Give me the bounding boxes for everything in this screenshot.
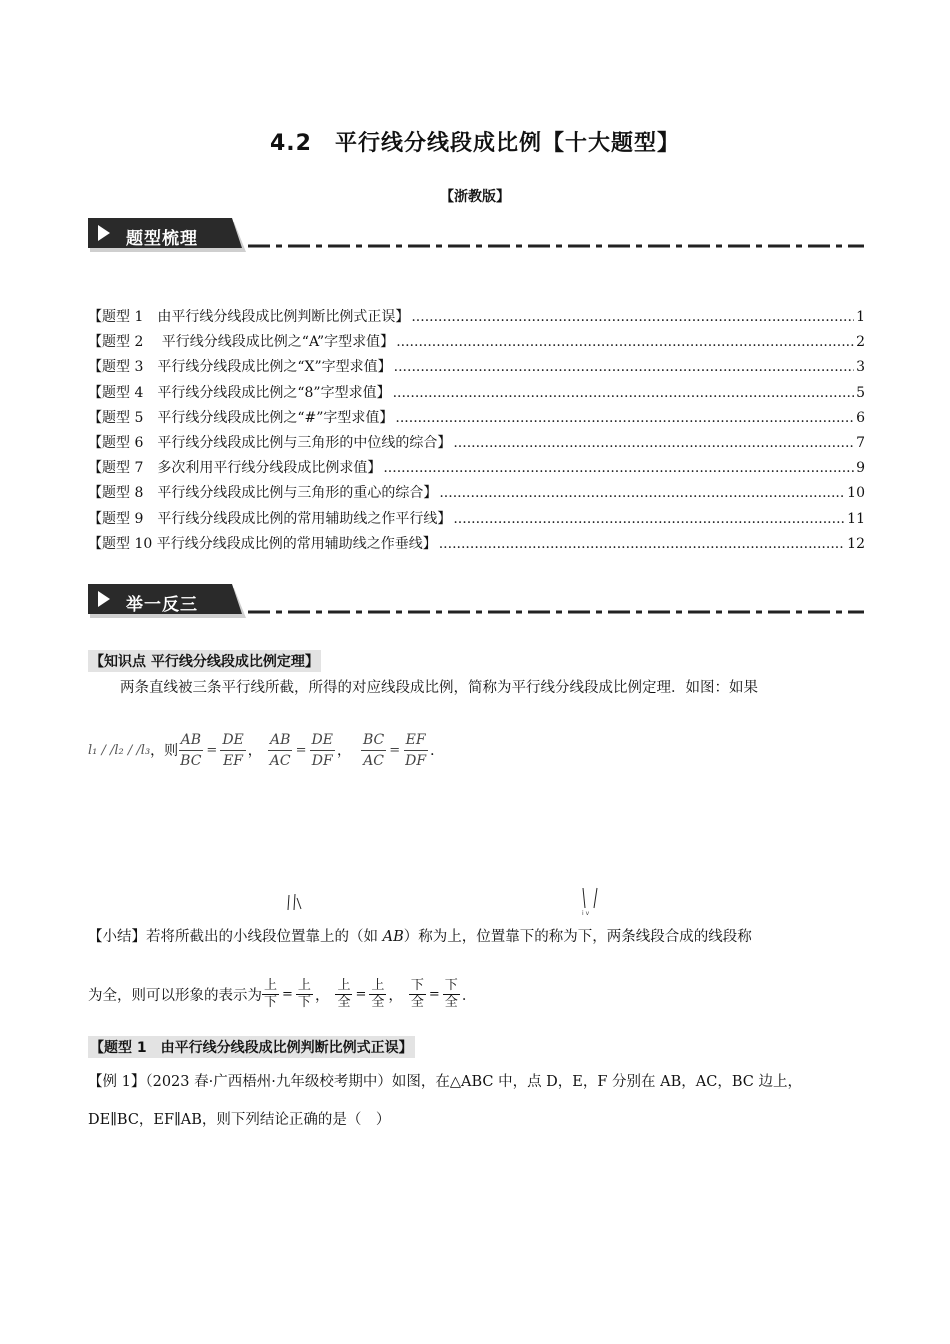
toc-entry-page: 6 [856, 409, 865, 426]
toc-entry-label: 【题型 7 多次利用平行线分线段成比例求值】 [88, 460, 382, 477]
toc-entry-page: 11 [847, 510, 865, 527]
banner-dash-line [248, 610, 864, 614]
fraction: $\frac{BC}{AC}$ [362, 731, 385, 769]
toc-entry-page: 2 [856, 334, 865, 351]
parallel-lines-label: l₁ / /l₂ / /l₃ [88, 742, 151, 758]
banner-dash-line [248, 244, 864, 248]
fraction: $\frac{AB}{AC}$ [269, 731, 291, 769]
toc-entry[interactable] [88, 407, 865, 432]
theorem-formula: l₁ / /l₂ / /l₃ ，则 $\frac{AB}{BC}$ = $\frac{DE}{EF}$ ， $\frac{AB}{AC}$ = $\frac{DE}{DF}$ ， $\frac{BC}{AC}$ = $\frac{EF}{DF}$ ． [88, 731, 445, 769]
fraction: $\frac{DE}{DF}$ [311, 731, 333, 769]
toc-entry-label: 【题型 8 平行线分线段成比例与三角形的重心的综合】 [88, 485, 438, 502]
edition-label: 【浙教版】 [440, 189, 510, 205]
toc-entry-page: 10 [847, 485, 865, 502]
fraction: $\frac{\text{下}}{\text{全}}$ [444, 977, 458, 1010]
toc-entry[interactable] [88, 432, 865, 457]
toc-entry-page: 7 [856, 434, 865, 451]
svg-text:i v: i v [582, 910, 590, 916]
toc-entry-page: 1 [856, 309, 865, 325]
toc-entry-label: 【题型 10 平行线分线段成比例的常用辅助线之作垂线】 [88, 535, 437, 552]
toc-entry[interactable] [88, 356, 865, 381]
toc-leader-dots [453, 511, 845, 527]
toc-entry[interactable] [88, 533, 865, 558]
banner-title: 举一反三 [126, 595, 198, 615]
page-title: 4.2 平行线分线段成比例【十大题型】 [270, 131, 680, 156]
toc-entry[interactable] [88, 482, 865, 507]
table-of-contents [88, 306, 865, 558]
toc-entry[interactable] [88, 508, 865, 533]
knowledge-text: 两条直线被三条平行线所截，所得的对应线段成比例，简称为平行线分线段成比例定理．如图：如果 [120, 680, 758, 696]
toc-entry-label: 【题型 6 平行线分线段成比例与三角形的中位线的综合】 [88, 434, 452, 451]
toc-entry-page: 9 [856, 460, 865, 477]
toc-leader-dots [439, 485, 845, 501]
fraction: $\frac{\text{上}}{\text{全}}$ [371, 977, 385, 1010]
toc-entry-page: 5 [856, 384, 865, 401]
toc-entry-page: 3 [856, 359, 865, 376]
knowledge-tag: 【知识点 平行线分线段成比例定理】 [88, 650, 321, 672]
figure-fragment [579, 886, 601, 916]
toc-entry-label: 【题型 5 平行线分线段成比例之“#”字型求值】 [88, 409, 394, 426]
toc-entry[interactable] [88, 457, 865, 482]
fraction: $\frac{\text{下}}{\text{全}}$ [410, 977, 424, 1010]
toc-leader-dots [411, 309, 854, 325]
banner-title: 题型梳理 [126, 229, 198, 249]
fraction: $\frac{AB}{BC}$ [180, 731, 202, 769]
fraction: $\frac{\text{上}}{\text{全}}$ [337, 977, 351, 1010]
toc-entry-label: 【题型 2 平行线分线段成比例之“A”字型求值】 [88, 334, 395, 351]
toc-entry[interactable] [88, 382, 865, 407]
toc-leader-dots [453, 435, 854, 451]
fraction: $\frac{EF}{DF}$ [405, 731, 427, 769]
figure-fragment [286, 892, 308, 914]
toc-leader-dots [439, 536, 845, 552]
toc-leader-dots [393, 385, 855, 401]
toc-entry-page: 12 [847, 535, 865, 552]
fraction: $\frac{DE}{EF}$ [222, 731, 244, 769]
then-label: ，则 [150, 743, 179, 759]
summary-line-2: 为全，则可以形象的表示为 $\frac{\text{上}}{\text{下}}$ = $\frac{\text{上}}{\text{下}}$ ， $\frac{\text{上}}{\text{全}}$ = $\frac{\text{上}}{\text{全}}$ ， $\frac{\text{下}}{\text{全}}$ = $\frac{\text{下}}{\text{全}}$ ． [88, 977, 477, 1010]
example-1-line-2: DE∥BC，EF∥AB，则下列结论正确的是（ ） [88, 1112, 391, 1128]
toc-entry[interactable] [88, 331, 865, 356]
type1-tag: 【题型 1 由平行线分线段成比例判断比例式正误】 [88, 1036, 415, 1058]
toc-entry[interactable] [88, 306, 865, 331]
toc-entry-label: 【题型 9 平行线分线段成比例的常用辅助线之作平行线】 [88, 510, 452, 527]
section-banner-practice [88, 584, 864, 620]
toc-leader-dots [394, 359, 854, 375]
fraction: $\frac{\text{上}}{\text{下}}$ [264, 977, 278, 1010]
toc-leader-dots [396, 334, 854, 350]
toc-entry-label: 【题型 4 平行线分线段成比例之“8”字型求值】 [88, 384, 391, 401]
toc-entry-label: 【题型 3 平行线分线段成比例之“X”字型求值】 [88, 359, 392, 376]
fraction: $\frac{\text{上}}{\text{下}}$ [297, 977, 311, 1010]
toc-leader-dots [395, 410, 854, 426]
toc-leader-dots [383, 460, 854, 476]
example-1-line-1: 【例 1】（2023 春·广西梧州·九年级校考期中）如图，在△ABC 中，点 D，E，F 分别在 AB，AC，BC 边上， [88, 1074, 802, 1090]
toc-entry-label: 【题型 1 由平行线分线段成比例判断比例式正误】 [88, 309, 410, 325]
section-banner-types [88, 218, 864, 254]
summary-line-1: 【小结】若将所截出的小线段位置靠上的（如 AB）称为上，位置靠下的称为下，两条线段合成的线段称 [88, 929, 752, 945]
